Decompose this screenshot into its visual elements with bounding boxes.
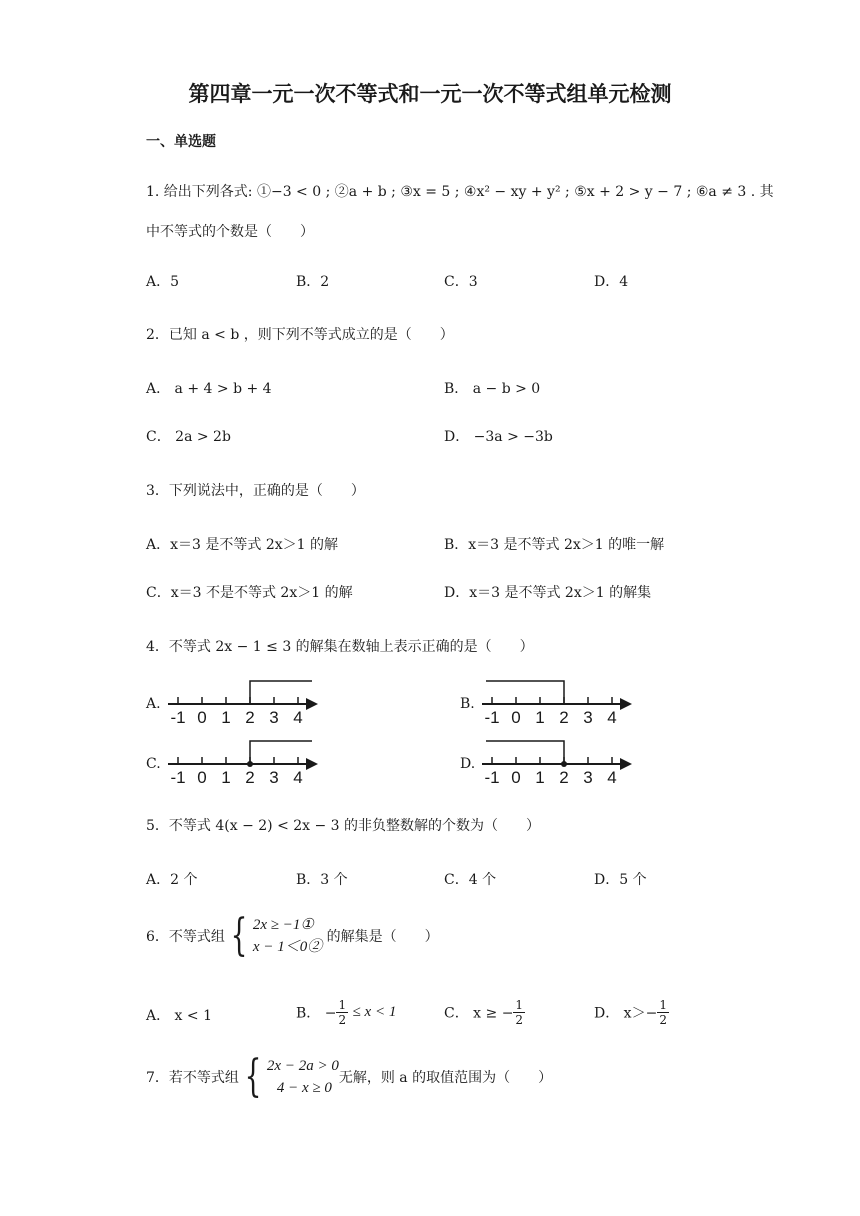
q1-option-b[interactable]: B．2: [296, 274, 330, 290]
tick-label: 4: [607, 708, 617, 727]
tick-label: 3: [583, 768, 593, 787]
tick-label: -1: [484, 708, 500, 727]
tick-label: 1: [535, 768, 545, 787]
q6-option-a[interactable]: A． x < 1: [146, 1008, 212, 1024]
q5-option-d[interactable]: D．5 个: [594, 872, 647, 888]
q6-option-b[interactable]: [296, 998, 396, 1027]
q1-option-c[interactable]: C．3: [444, 274, 478, 290]
q7-stem-suffix: 无解，则 a 的取值范围为（ ）: [338, 1070, 553, 1086]
tick-label: 3: [269, 768, 279, 787]
fraction-denominator: 2: [659, 1013, 667, 1027]
fraction-numerator: 1: [515, 998, 524, 1012]
q3-option-c[interactable]: C．x＝3 不是不等式 2x＞1 的解: [146, 585, 353, 601]
q5-option-b[interactable]: B．3 个: [296, 872, 348, 888]
solution-range-bracket: [250, 681, 312, 704]
q5-option-a[interactable]: A．2 个: [146, 872, 198, 888]
tick-label: 3: [583, 708, 593, 727]
q6-option-c[interactable]: [444, 998, 525, 1027]
q2-option-b[interactable]: B． a − b > 0: [444, 381, 541, 397]
q6-stem-suffix: 的解集是（ ）: [326, 929, 439, 945]
q4-option-d-label[interactable]: D.: [460, 756, 476, 772]
tick-label: -1: [484, 768, 500, 787]
q6-system-row-2: x − 1＜0②: [252, 939, 323, 955]
q7-stem: [146, 1051, 553, 1102]
arrow-icon: [306, 758, 318, 770]
q1-stem-line1: 1. 给出下列各式: ①−3 < 0 ; ②a + b ; ③x = 5 ; ④x² − xy + y² ; ⑤x + 2 > y − 7 ; ⑥a ≠ 3 . 其: [146, 184, 774, 200]
q3-option-d[interactable]: D．x＝3 是不等式 2x＞1 的解集: [444, 585, 652, 601]
q6-option-d-prefix: D． x＞−: [594, 1005, 658, 1022]
fraction-numerator: 1: [659, 998, 667, 1012]
q6-option-d[interactable]: [594, 998, 669, 1027]
tick-label: 4: [293, 768, 303, 787]
q6-inequality-system: [225, 910, 323, 961]
tick-label: 0: [511, 708, 521, 727]
q6-stem-prefix: 6．不等式组: [146, 929, 225, 945]
q7-stem-prefix: 7．若不等式组: [146, 1070, 239, 1086]
section-heading: 一、单选题: [146, 134, 216, 150]
tick-label: 1: [535, 708, 545, 727]
solution-range-bracket: [486, 741, 564, 764]
q4-number-line-a: [168, 676, 328, 726]
tick-label: 2: [245, 708, 255, 727]
q2-option-d[interactable]: D． −3a > −3b: [444, 429, 553, 445]
fraction-one-half: [336, 998, 348, 1027]
q7-inequality-system: [239, 1051, 339, 1102]
tick-label: 4: [607, 768, 617, 787]
q7-system-row-1: 2x − 2a > 0: [266, 1058, 339, 1074]
fraction-denominator: 2: [515, 1013, 524, 1027]
q1-option-d[interactable]: D．4: [594, 274, 629, 290]
q4-option-b-label[interactable]: B.: [460, 696, 475, 712]
tick-label: 0: [511, 768, 521, 787]
tick-label: 1: [221, 768, 231, 787]
q4-stem: 4．不等式 2x − 1 ≤ 3 的解集在数轴上表示正确的是（ ）: [146, 639, 534, 655]
q3-option-b[interactable]: B．x＝3 是不等式 2x＞1 的唯一解: [444, 537, 665, 553]
q2-option-c[interactable]: C． 2a > 2b: [146, 429, 231, 445]
arrow-icon: [306, 698, 318, 710]
tick-label: 2: [559, 708, 569, 727]
tick-label: 2: [245, 768, 255, 787]
fraction-numerator: 1: [338, 998, 347, 1012]
arrow-icon: [620, 698, 632, 710]
q6-option-b-suffix: ≤ x < 1: [352, 1004, 397, 1020]
q1-option-a[interactable]: A．5: [146, 274, 180, 290]
tick-label: 4: [293, 708, 303, 727]
q3-stem: 3．下列说法中，正确的是（ ）: [146, 483, 365, 499]
left-brace-icon: {: [230, 910, 248, 961]
tick-label: 3: [269, 708, 279, 727]
solution-range-bracket: [486, 681, 564, 704]
tick-label: 2: [559, 768, 569, 787]
q7-system-row-2: 4 − x ≥ 0: [276, 1080, 332, 1096]
q4-number-line-c: [168, 736, 328, 786]
q4-option-c-label[interactable]: C.: [146, 756, 161, 772]
q6-stem: [146, 910, 439, 961]
closed-endpoint-dot: [561, 761, 567, 767]
closed-endpoint-dot: [247, 761, 253, 767]
tick-label: 0: [197, 768, 207, 787]
tick-label: 0: [197, 708, 207, 727]
q4-number-line-d: [482, 736, 642, 786]
fraction-denominator: 2: [338, 1013, 347, 1027]
fraction-one-half: [657, 998, 669, 1027]
q2-stem: 2．已知 a < b ，则下列不等式成立的是（ ）: [146, 327, 454, 343]
q2-option-a[interactable]: A． a + 4 > b + 4: [146, 381, 272, 397]
q6-system-row-1: 2x ≥ −1①: [252, 917, 314, 933]
page-title: 第四章一元一次不等式和一元一次不等式组单元检测: [188, 82, 672, 106]
solution-range-bracket: [250, 741, 312, 764]
q4-number-line-b: [482, 676, 642, 726]
tick-label: -1: [170, 768, 186, 787]
q5-option-c[interactable]: C．4 个: [444, 872, 497, 888]
q1-stem-line2: 中不等式的个数是（ ）: [146, 224, 314, 240]
q5-stem: 5．不等式 4(x − 2) < 2x − 3 的非负整数解的个数为（ ）: [146, 818, 541, 834]
q3-option-a[interactable]: A．x＝3 是不等式 2x＞1 的解: [146, 537, 338, 553]
q6-option-c-prefix: C． x ≥ −: [444, 1005, 514, 1022]
arrow-icon: [620, 758, 632, 770]
left-brace-icon: {: [244, 1051, 262, 1102]
q4-option-a-label[interactable]: A.: [146, 696, 161, 712]
tick-label: -1: [170, 708, 186, 727]
q6-option-b-prefix: B． −: [296, 1005, 337, 1022]
tick-label: 1: [221, 708, 231, 727]
fraction-one-half: [513, 998, 525, 1027]
